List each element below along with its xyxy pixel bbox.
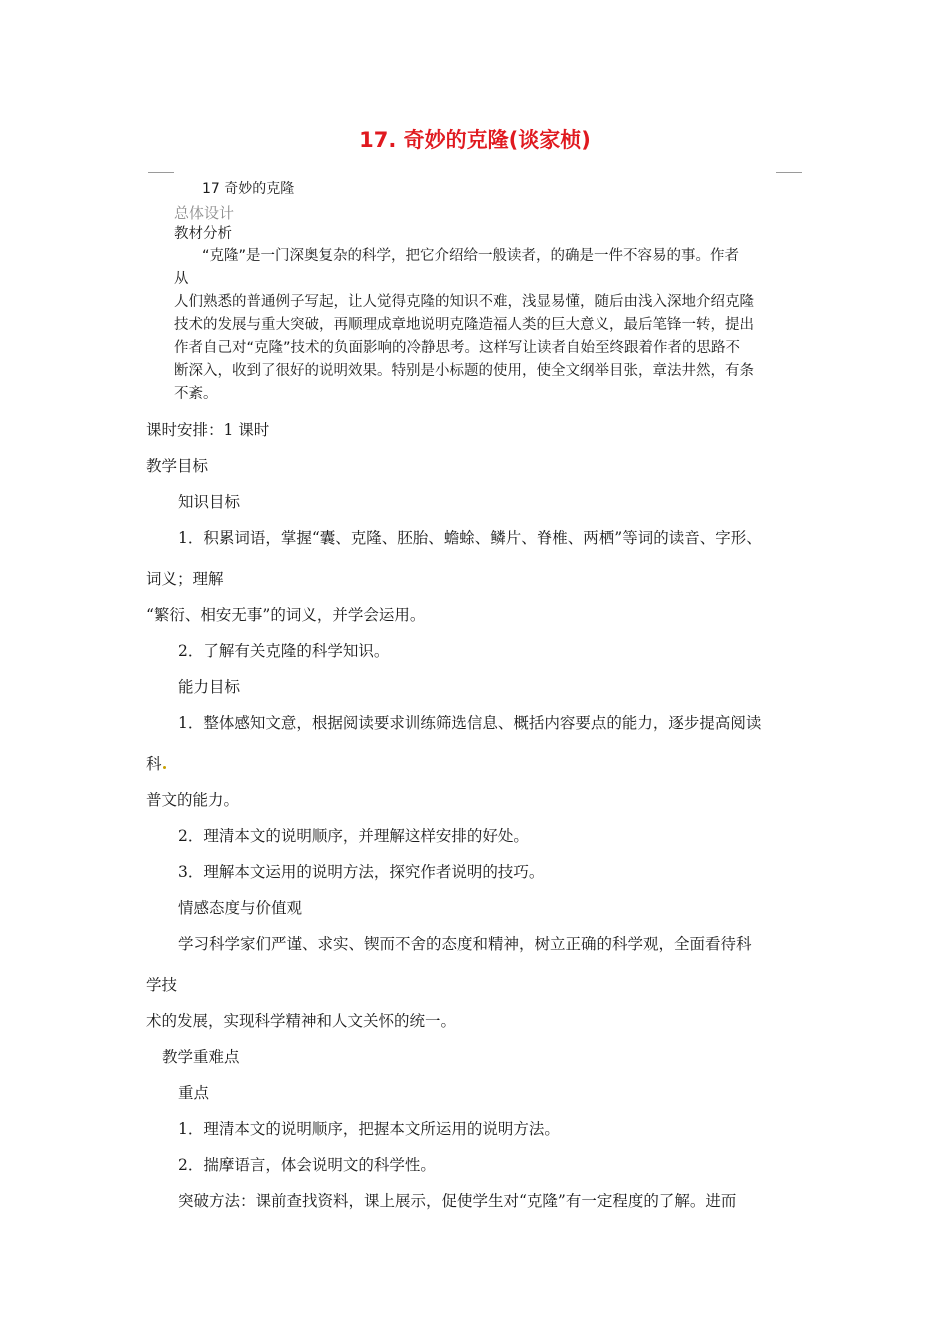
heading-teaching-goals: 教学目标 (146, 457, 209, 475)
paragraph-line: 2．揣摩语言，体会说明文的科学性。 (178, 1156, 436, 1174)
paragraph-line: 学技 (146, 976, 178, 994)
image-line: 作者自己对“克隆”技术的负面影响的冷静思考。这样写让读者自始至终跟着作者的思路不 (174, 340, 741, 356)
header-rule-right (776, 172, 802, 173)
paragraph-line: 学习科学家们严谨、求实、锲而不舍的态度和精神，树立正确的科学观，全面看待科 (178, 935, 752, 953)
image-line: 技术的发展与重大突破，再顺理成章地说明克隆造福人类的巨大意义，最后笔锋一转，提出 (174, 317, 754, 333)
paragraph-line: “繁衍、相安无事”的词义，并学会运用。 (146, 606, 426, 624)
image-line: “克隆”是一门深奥复杂的科学，把它介绍给一般读者，的确是一件不容易的事。作者 (202, 248, 740, 264)
heading-ability-goals: 能力目标 (178, 678, 241, 696)
paragraph-line: 1．整体感知文意，根据阅读要求训练筛选信息、概括内容要点的能力，逐步提高阅读 (178, 714, 762, 732)
image-section-title: 总体设计 (174, 204, 235, 222)
paragraph-line: 1．理清本文的说明顺序，把握本文所运用的说明方法。 (178, 1120, 560, 1138)
header-rule-left (148, 172, 174, 173)
paragraph-line-wrap (146, 752, 166, 774)
paragraph-line: 2．了解有关克隆的科学知识。 (178, 642, 390, 660)
class-hours: 课时安排：1 课时 (146, 421, 270, 439)
image-line: 不紊。 (174, 386, 218, 402)
paragraph-line: 1．积累词语，掌握“囊、克隆、胚胎、蟾蜍、鳞片、脊椎、两栖”等词的读音、字形、 (178, 529, 762, 547)
paragraph-line: 词义；理解 (146, 570, 224, 588)
image-line: 断深入，收到了很好的说明效果。特别是小标题的使用，使全文纲举目张，章法井然，有条 (174, 363, 754, 379)
heading-key-difficulties: 教学重难点 (162, 1048, 240, 1066)
paragraph-fragment: 科 (146, 755, 162, 773)
heading-key-points: 重点 (178, 1084, 210, 1102)
stray-dot (163, 766, 166, 769)
image-line: 从 (174, 271, 189, 287)
paragraph-line: 普文的能力。 (146, 791, 240, 809)
image-line: 人们熟悉的普通例子写起，让人觉得克隆的知识不难，浅显易懂，随后由浅入深地介绍克隆 (174, 294, 754, 310)
paragraph-line: 突破方法：课前查找资料，课上展示，促使学生对“克隆”有一定程度的了解。进而 (178, 1192, 737, 1210)
heading-emotion-values: 情感态度与价值观 (178, 899, 303, 917)
image-subsection-title: 教材分析 (174, 226, 232, 242)
paragraph-line: 2．理清本文的说明顺序，并理解这样安排的好处。 (178, 827, 529, 845)
paragraph-line: 3．理解本文运用的说明方法，探究作者说明的技巧。 (178, 863, 545, 881)
paragraph-line: 术的发展，实现科学精神和人文关怀的统一。 (146, 1012, 457, 1030)
image-heading: 17 奇妙的克隆 (202, 181, 295, 197)
heading-knowledge-goals: 知识目标 (178, 493, 241, 511)
page-title: 17. 奇妙的克隆(谈家桢) (359, 128, 591, 152)
